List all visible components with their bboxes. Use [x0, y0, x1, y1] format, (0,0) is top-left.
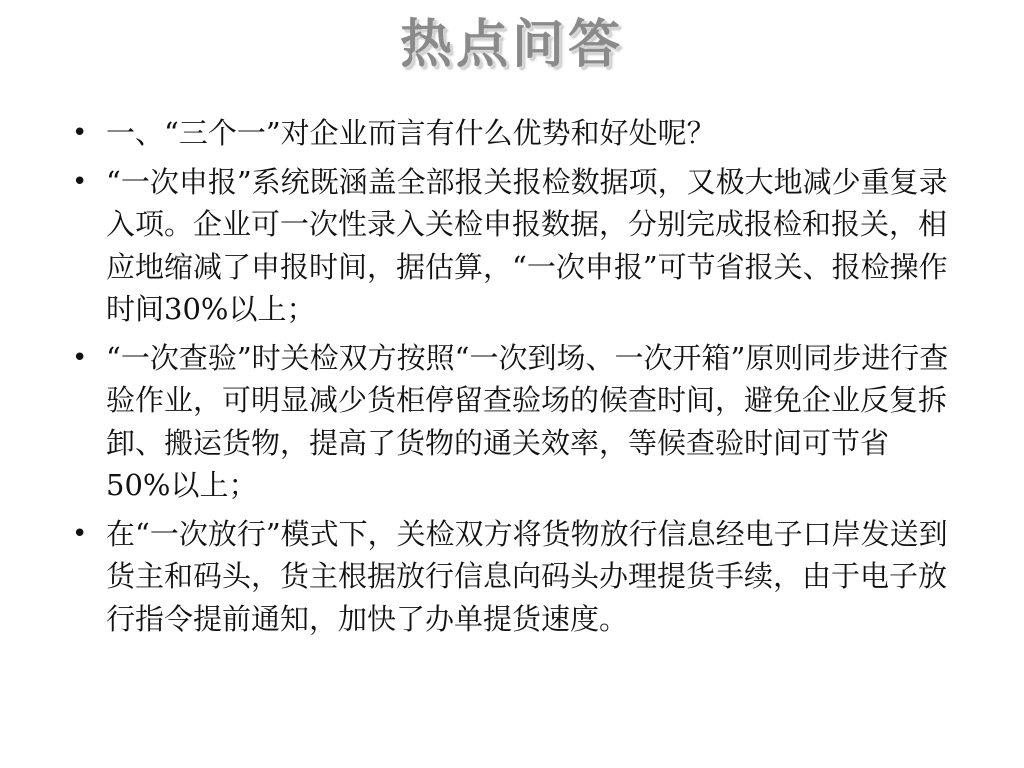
bullet-item-4 [70, 513, 950, 641]
bullet-item-3 [70, 337, 950, 507]
bullet-list [70, 112, 950, 646]
bullet-text: 一、“三个一”对企业而言有什么优势和好处呢？ [106, 116, 716, 150]
bullet-item-2 [70, 161, 950, 331]
bullet-text: “一次申报”系统既涵盖全部报关报检数据项，又极大地减少重复录入项。企业可一次性录入关检申报数据，分别完成报检和报关，相应地缩减了申报时间，据估算，“一次申报”可节省报关、报检操作时间30%以上； [106, 164, 948, 326]
bullet-text: 在“一次放行”模式下，关检双方将货物放行信息经电子口岸发送到货主和码头，货主根据放行信息向码头办理提货手续，由于电子放行指令提前通知，加快了办单提货速度。 [106, 516, 948, 636]
bullet-marker: • [72, 518, 88, 549]
bullet-item-1 [70, 112, 950, 155]
bullet-marker: • [72, 342, 88, 373]
bullet-marker: • [72, 166, 88, 197]
slide-title: 热点问答 [399, 15, 624, 75]
bullet-text: “一次查验”时关检双方按照“一次到场、一次开箱”原则同步进行查验作业，可明显减少货柜停留查验场的候查时间，避免企业反复拆卸、搬运货物，提高了货物的通关效率，等候查验时间可节省50%以上； [106, 340, 949, 502]
bullet-marker: • [72, 118, 88, 148]
